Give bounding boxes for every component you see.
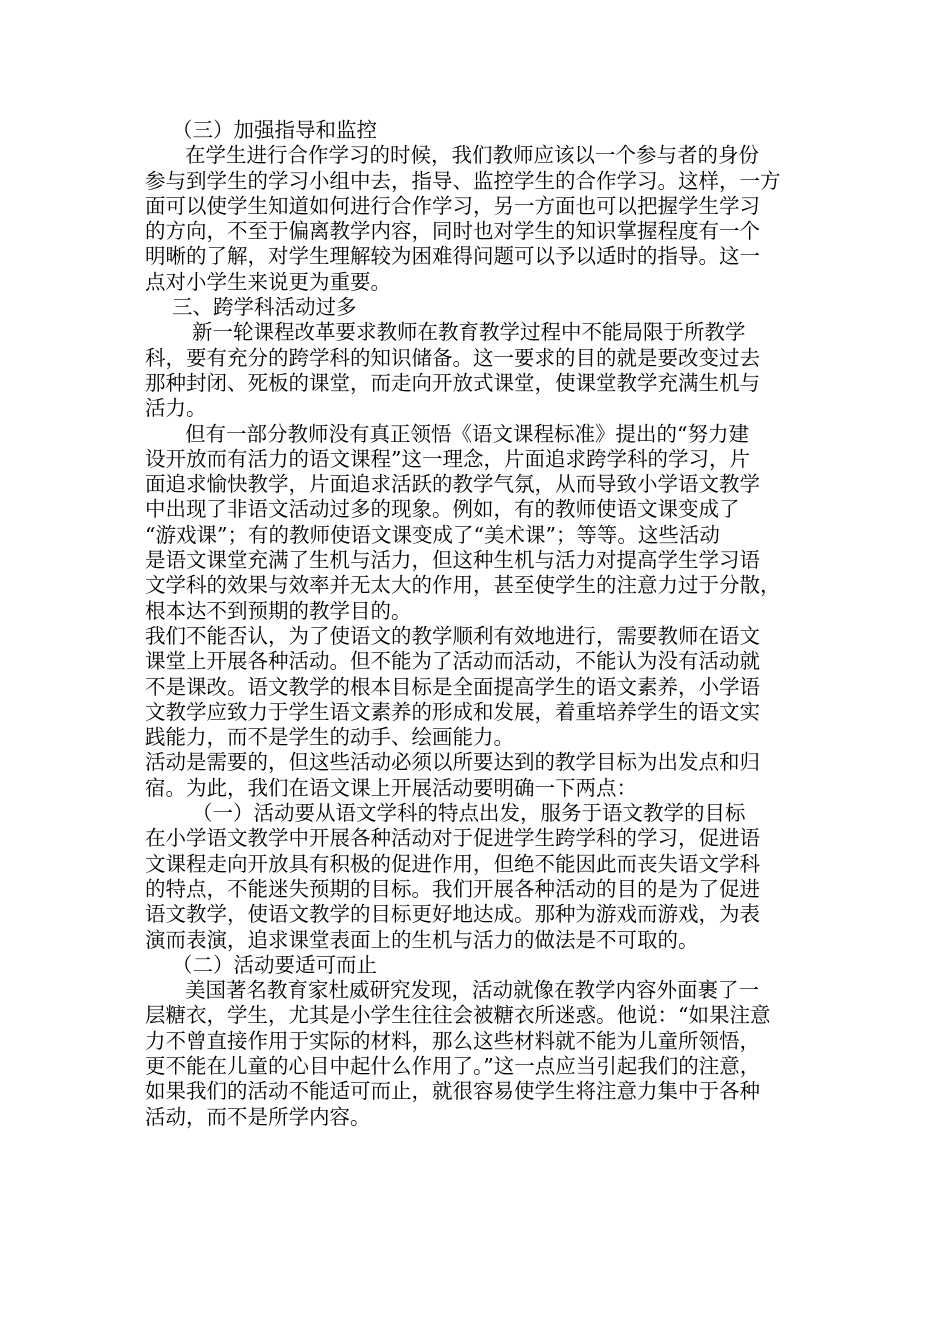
text-line: 科，要有充分的跨学科的知识储备。这一要求的目的就是要改变过去 xyxy=(145,345,760,370)
text-line: 面可以使学生知道如何进行合作学习，另一方面也可以把握学生学习 xyxy=(145,193,760,218)
text-line: 活力。 xyxy=(145,396,207,421)
text-line: 中出现了非语文活动过多的现象。例如，有的教师使语文课变成了 xyxy=(145,497,740,522)
text-line: 设开放而有活力的语文课程”这一理念，片面追求跨学科的学习，片 xyxy=(145,446,750,471)
text-line: 参与到学生的学习小组中去，指导、监控学生的合作学习。这样，一方 xyxy=(145,168,781,193)
text-line: 更不能在儿童的心目中起什么作用了。”这一点应当引起我们的注意， xyxy=(145,1053,761,1078)
text-line: 活动，而不是所学内容。 xyxy=(145,1104,371,1129)
text-line: 宿。为此，我们在语文课上开展活动要明确一下两点： xyxy=(145,775,637,800)
text-line: 点对小学生来说更为重要。 xyxy=(145,269,391,294)
text-line: 文教学应致力于学生语文素养的形成和发展，着重培养学生的语文实 xyxy=(145,699,760,724)
text-line: 在学生进行合作学习的时候，我们教师应该以一个参与者的身份 xyxy=(185,143,759,168)
text-line: 如果我们的活动不能适可而止，就很容易使学生将注意力集中于各种 xyxy=(145,1079,760,1104)
text-line: 语文教学，使语文教学的目标更好地达成。那种为游戏而游戏，为表 xyxy=(145,902,760,927)
text-line: 那种封闭、死板的课堂，而走向开放式课堂，使课堂教学充满生机与 xyxy=(145,370,760,395)
text-line: 践能力，而不是学生的动手、绘画能力。 xyxy=(145,725,514,750)
text-line: 明晰的了解，对学生理解较为困难得问题可以予以适时的指导。这一 xyxy=(145,244,760,269)
text-line: 力不曾直接作用于实际的材料，那么这些材料就不能为儿童所领悟， xyxy=(145,1028,760,1053)
text-line: 但有一部分教师没有真正领悟《语文课程标准》提出的“努力建 xyxy=(185,421,749,446)
text-line: 的方向，不至于偏离教学内容，同时也对学生的知识掌握程度有一个 xyxy=(145,219,760,244)
text-line: 根本达不到预期的教学目的。 xyxy=(145,598,412,623)
text-line: 是语文课堂充满了生机与活力，但这种生机与活力对提高学生学习语 xyxy=(145,548,760,573)
text-line: 面追求愉快教学，片面追求活跃的教学气氛，从而导致小学语文教学 xyxy=(145,472,760,497)
document-page xyxy=(145,118,813,1130)
text-line: 活动是需要的，但这些活动必须以所要达到的教学目标为出发点和归 xyxy=(145,750,760,775)
text-line: 美国著名教育家杜威研究发现，活动就像在教学内容外面裹了一 xyxy=(185,978,759,1003)
text-line: 的特点，不能迷失预期的目标。我们开展各种活动的目的是为了促进 xyxy=(145,876,760,901)
text-line: 不是课改。语文教学的根本目标是全面提高学生的语文素养，小学语 xyxy=(145,674,760,699)
text-line: “游戏课”；有的教师使语文课变成了“美术课”；等等。这些活动 xyxy=(145,522,720,547)
section-heading: （二）活动要适可而止 xyxy=(172,952,377,977)
text-line: 演而表演，追求课堂表面上的生机与活力的做法是不可取的。 xyxy=(145,927,699,952)
text-line: （一）活动要从语文学科的特点出发，服务于语文教学的目标 xyxy=(192,801,746,826)
text-line: 在小学语文教学中开展各种活动对于促进学生跨学科的学习，促进语 xyxy=(145,826,760,851)
section-heading: 三、跨学科活动过多 xyxy=(172,295,357,320)
text-line: 我们不能否认，为了使语文的教学顺利有效地进行，需要教师在语文 xyxy=(145,623,760,648)
text-line: 文学科的效果与效率并无太大的作用，甚至使学生的注意力过于分散， xyxy=(145,573,781,598)
text-line: 文课程走向开放具有积极的促进作用，但绝不能因此而丧失语文学科 xyxy=(145,851,760,876)
section-heading: （三）加强指导和监控 xyxy=(172,118,377,142)
text-line: 层糖衣，学生，尤其是小学生往往会被糖衣所迷惑。他说：“如果注意 xyxy=(145,1003,771,1028)
text-line: 新一轮课程改革要求教师在教育教学过程中不能局限于所教学 xyxy=(192,320,746,345)
text-line: 课堂上开展各种活动。但不能为了活动而活动，不能认为没有活动就 xyxy=(145,649,760,674)
